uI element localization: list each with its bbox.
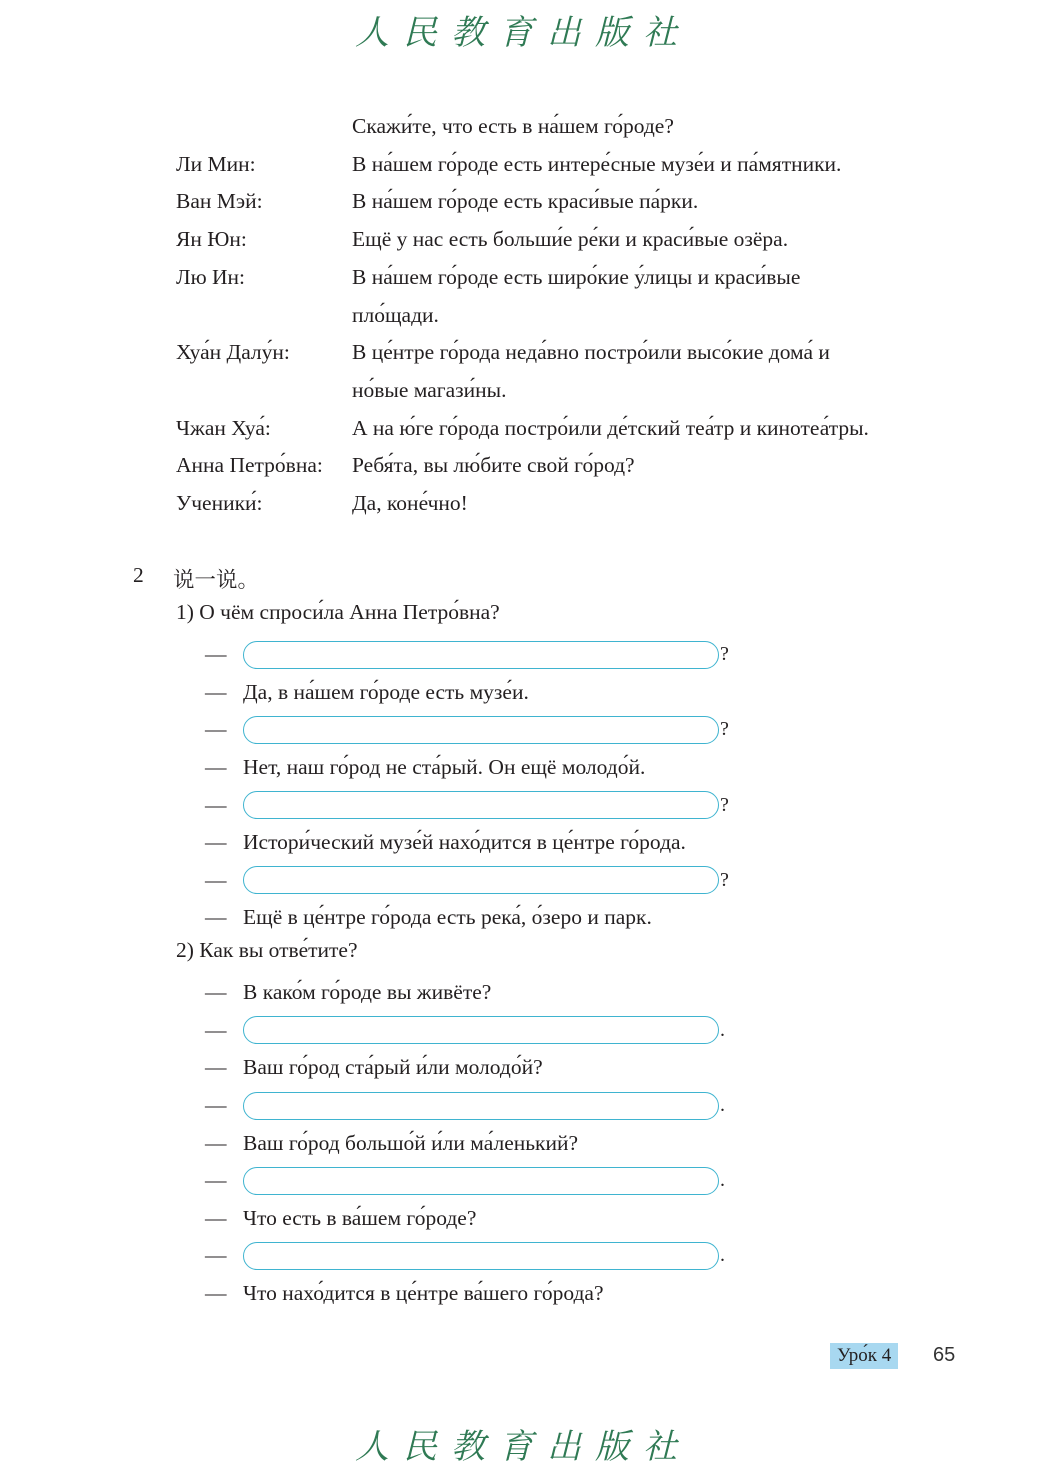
- dialog-row: [205, 974, 745, 1012]
- dash: —: [205, 905, 227, 930]
- dash: —: [205, 755, 227, 780]
- dialog-line: [176, 447, 956, 485]
- answer-blank[interactable]: [243, 866, 719, 894]
- speaker: Хуа́н Далу́н:: [176, 340, 290, 365]
- row-text: Ваш го́род большо́й и́ли ма́ленький?: [243, 1130, 579, 1155]
- dialog-line: [176, 146, 956, 184]
- utterance: В це́нтре го́рода неда́вно постро́или высо́кие дома́ и: [352, 340, 830, 365]
- utterance: Ещё у нас есть больши́е ре́ки и краси́вые озёра.: [352, 227, 789, 252]
- dialog-line: [176, 334, 956, 372]
- end-punct: .: [720, 1169, 725, 1192]
- row-text: Да, в на́шем го́роде есть музе́и.: [243, 679, 529, 704]
- answer-blank[interactable]: [243, 791, 719, 819]
- end-punct: .: [720, 1094, 725, 1117]
- answer-row: [205, 711, 745, 749]
- speaker: Ян Юн:: [176, 227, 247, 252]
- dialog-row: [205, 749, 745, 787]
- answer-row: [205, 862, 745, 900]
- end-punct: .: [720, 1018, 725, 1041]
- dialog-row: [205, 1124, 745, 1162]
- utterance: В на́шем го́роде есть широ́кие у́лицы и краси́вые: [352, 264, 801, 289]
- dash: —: [205, 830, 227, 855]
- utterance: В на́шем го́роде есть интере́сные музе́и и па́мятники.: [352, 151, 842, 176]
- lesson-badge: Уро́к 4: [830, 1343, 898, 1369]
- dialog-block: [176, 108, 956, 523]
- answer-blank[interactable]: [243, 1167, 719, 1195]
- dialog-row: [205, 899, 745, 937]
- publisher-logo-header: 人民教育出版社: [355, 12, 691, 53]
- answer-row: [205, 636, 745, 674]
- utterance: В на́шем го́роде есть краси́вые па́рки.: [352, 189, 699, 214]
- answer-blank[interactable]: [243, 641, 719, 669]
- publisher-logo-footer: 人民教育出版社: [355, 1426, 691, 1467]
- speaker: [176, 372, 352, 410]
- row-text: Ещё в це́нтре го́рода есть река́, о́зеро и парк.: [243, 905, 652, 930]
- dialog-row: [205, 674, 745, 712]
- dialog-line: [176, 108, 956, 146]
- speaker: Ван Мэй:: [176, 189, 263, 214]
- dash: —: [205, 717, 227, 742]
- dialog-line: [176, 221, 956, 259]
- row-text: В како́м го́роде вы живёте?: [243, 980, 492, 1005]
- row-text: Что есть в ва́шем го́роде?: [243, 1205, 477, 1230]
- dash: —: [205, 1205, 227, 1230]
- end-punct: ?: [720, 643, 729, 666]
- answer-row: [205, 786, 745, 824]
- answer-row: [205, 1162, 745, 1200]
- part1-label: 1) О чём спроси́ла Анна Петро́вна?: [176, 600, 500, 624]
- dialog-row: [205, 824, 745, 862]
- utterance: пло́щади.: [352, 302, 439, 327]
- speaker: Ученики́:: [176, 491, 263, 516]
- dialog-line: [176, 183, 956, 221]
- dash: —: [205, 1093, 227, 1118]
- answer-blank[interactable]: [243, 716, 719, 744]
- exercise-number: 2: [133, 563, 144, 587]
- utterance: Скажи́те, что есть в на́шем го́роде?: [352, 114, 674, 138]
- dash: —: [205, 679, 227, 704]
- row-text: Что нахо́дится в це́нтре ва́шего го́рода?: [243, 1281, 604, 1306]
- answer-row: [205, 1012, 745, 1050]
- answer-blank[interactable]: [243, 1016, 719, 1044]
- answer-blank[interactable]: [243, 1092, 719, 1120]
- dialog-line: [176, 259, 956, 297]
- dialog-line: [176, 485, 956, 523]
- end-punct: ?: [720, 793, 729, 816]
- part2-rows: [205, 974, 745, 1312]
- end-punct: .: [720, 1244, 725, 1267]
- dialog-line: [176, 297, 956, 335]
- answer-blank[interactable]: [243, 1242, 719, 1270]
- utterance: Да, коне́чно!: [352, 491, 468, 516]
- speaker: [176, 297, 352, 335]
- dash: —: [205, 1017, 227, 1042]
- utterance: Ребя́та, вы лю́бите свой го́род?: [352, 453, 635, 478]
- dialog-row: [205, 1049, 745, 1087]
- row-text: Нет, наш го́род не ста́рый. Он ещё молодо́й.: [243, 755, 646, 780]
- speaker: Лю Ин:: [176, 264, 246, 289]
- exercise-title: 说一说。: [173, 568, 260, 592]
- part2-label: 2) Как вы отве́тите?: [176, 938, 358, 962]
- dash: —: [205, 980, 227, 1005]
- answer-row: [205, 1087, 745, 1125]
- dash: —: [205, 1243, 227, 1268]
- dialog-row: [205, 1200, 745, 1238]
- speaker: [176, 108, 352, 146]
- dialog-line: [176, 410, 956, 448]
- dialog-row: [205, 1275, 745, 1313]
- answer-row: [205, 1237, 745, 1275]
- dash: —: [205, 1055, 227, 1080]
- dash: —: [205, 792, 227, 817]
- part1-rows: [205, 636, 745, 937]
- dash: —: [205, 642, 227, 667]
- dash: —: [205, 1281, 227, 1306]
- end-punct: ?: [720, 718, 729, 741]
- dialog-line: [176, 372, 956, 410]
- end-punct: ?: [720, 868, 729, 891]
- speaker: Чжан Хуа́:: [176, 415, 271, 440]
- row-text: Истори́ческий музе́й нахо́дится в це́нтре го́рода.: [243, 830, 686, 855]
- dash: —: [205, 867, 227, 892]
- row-text: Ваш го́род ста́рый и́ли молодо́й?: [243, 1055, 543, 1080]
- dash: —: [205, 1130, 227, 1155]
- utterance: А на ю́ге го́рода постро́или де́тский теа́тр и кинотеа́тры.: [352, 415, 869, 440]
- speaker: Анна Петро́вна:: [176, 453, 323, 478]
- utterance: но́вые магази́ны.: [352, 377, 507, 402]
- speaker: Ли Мин:: [176, 151, 256, 176]
- dash: —: [205, 1168, 227, 1193]
- page-number: 65: [933, 1344, 956, 1366]
